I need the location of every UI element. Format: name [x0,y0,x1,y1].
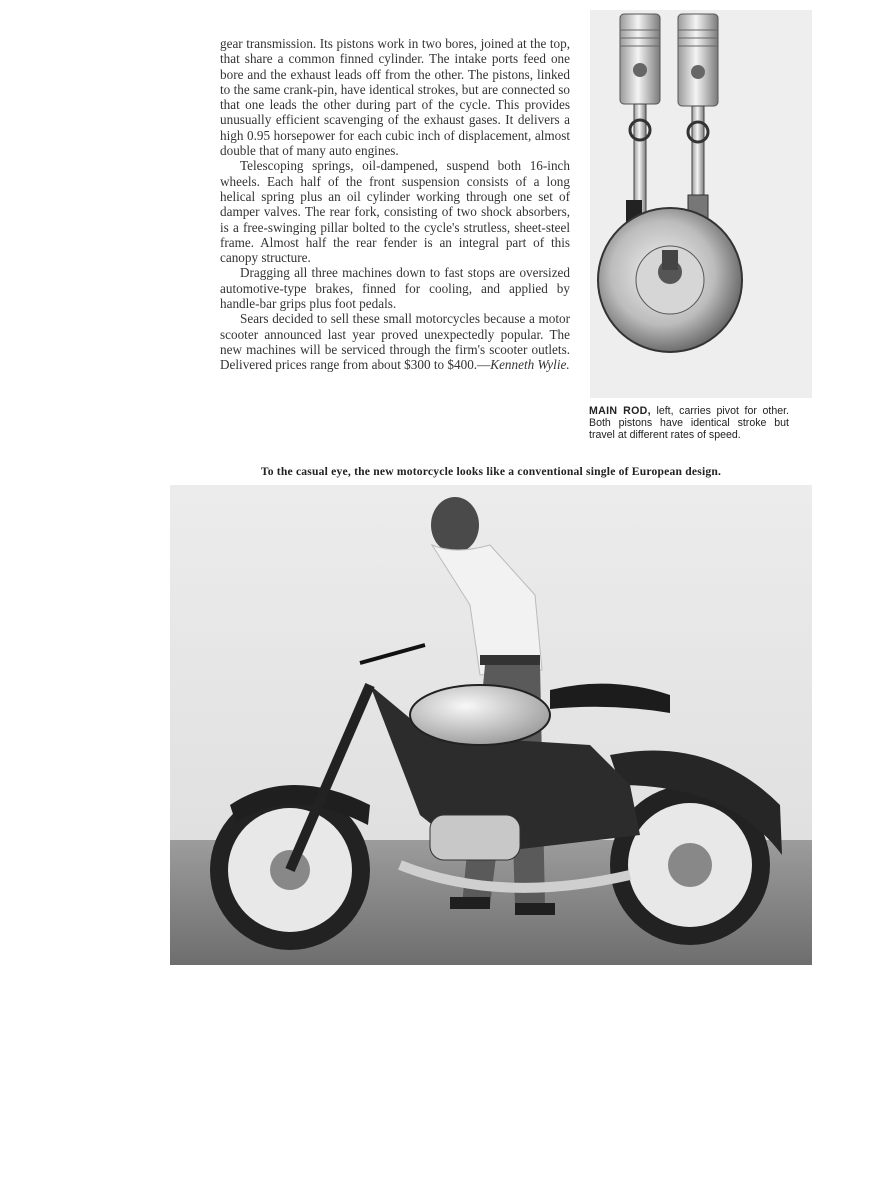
article-paragraph: Dragging all three machines down to fast stops are oversized automotive-type brakes, finned for cooling, and applied by handle-bar grips plus foot pedals. [220,265,570,312]
article-paragraph-last: Sears decided to sell these small motorcycles because a motor scooter announced last year proved unexpectedly popular. The new machines will be serviced through the firm's scooter outlets. Delivered prices range from about $300 to $400.—Kenneth Wylie. [220,311,570,373]
motorcycle-photo [170,485,812,965]
author-byline: Kenneth Wylie. [490,357,570,373]
motorcycle-caption: To the casual eye, the new motorcycle looks like a conventional single of European design. [260,465,722,478]
article-paragraph: gear transmission. Its pistons work in two bores, joined at the top, that share a common finned cylinder. The intake ports feed one bore and the exhaust leads off from the other. The pistons, linked to the same crank-pin, have identical strokes, but are connected so that one leads the other during part of the cycle. This provides unusually efficient scavenging of the exhaust gases. It delivers a high 0.95 horsepower for each cubic inch of displacement, almost double that of many auto engines. [220,36,570,159]
caption-text: left, carries pivot for other. Both pistons have identical stroke but travel at different rates of speed. [589,405,789,441]
caption-lead: MAIN ROD, [589,405,651,417]
article-paragraph: Telescoping springs, oil-dampened, suspend both 16-inch wheels. Each half of the front suspension consists of a long helical spring plus an oil cylinder working through one set of damper valves. The rear fork, consisting of two shock absorbers, is a free-swinging pillar bolted to the cycle's strutless, sheet-steel frame. Almost half the rear fender is an integral part of this canopy structure. [220,158,570,266]
pistons-photo [590,10,812,398]
article-paragraph-text: Sears decided to sell these small motorcycles because a motor scooter announced last year proved unexpectedly popular. The new machines will be serviced through the firm's scooter outlets. Delivered prices range from about $300 to $400. [220,311,570,373]
article-body [220,36,570,373]
pistons-caption [589,405,789,441]
flywheel [598,208,742,352]
